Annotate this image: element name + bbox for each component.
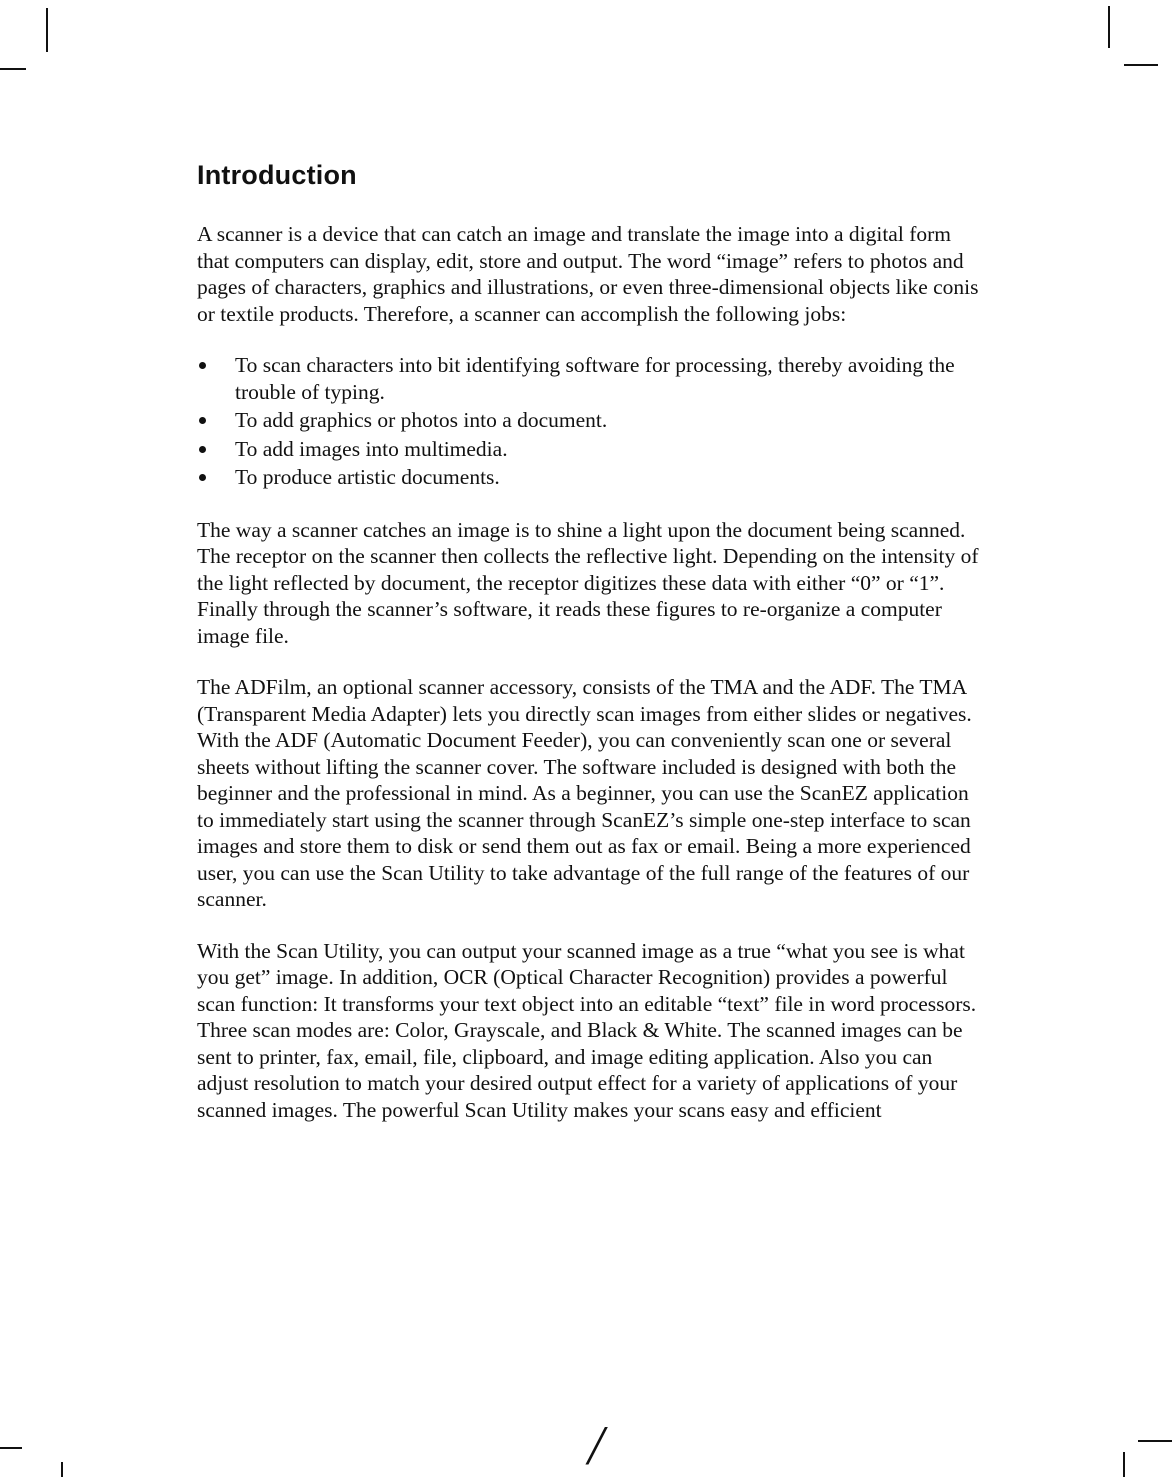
intro-paragraph: A scanner is a device that can catch an image and translate the image into a digital form that computers can display, edit, store and output. The word “image” refers to photos and pages of characters, graphics and illustrations, or even three-dimensional objects like conis or textile products. Therefore, a scanner can accomplish the following jobs:: [197, 222, 979, 326]
list-item: [197, 352, 987, 405]
list-item: [197, 464, 987, 491]
list-item: [197, 436, 987, 463]
bullet-icon: [199, 417, 206, 424]
section-heading: Introduction: [197, 160, 357, 190]
bullet-icon: [199, 362, 206, 369]
how-it-works-paragraph: The way a scanner catches an image is to shine a light upon the document being scanned. The receptor on the scanner then collects the reflective light. Depending on the intensity of the light reflected by document, the receptor digitizes these data with either “0” or “1”. Finally through the scanner’s software, it reads these figures to re-organize a computer image file.: [197, 517, 979, 648]
crop-mark-top-left-horizontal: [0, 68, 26, 70]
list-item-text: To scan characters into bit identifying software for processing, thereby avoiding the trouble of typing.: [235, 353, 955, 404]
crop-mark-bottom-left-horizontal: [0, 1447, 22, 1449]
crop-mark-bottom-left-vertical: [61, 1462, 63, 1477]
crop-mark-bottom-right-vertical: [1123, 1452, 1125, 1477]
crop-mark-top-right-horizontal: [1124, 64, 1158, 66]
list-item-text: To add images into multimedia.: [235, 436, 508, 461]
adfilm-paragraph: The ADFilm, an optional scanner accessory, consists of the TMA and the ADF. The TMA (Transparent Media Adapter) lets you directly scan images from either slides or negatives. With the ADF (Automatic Document Feeder), you can conveniently scan one or several sheets without lifting the scanner cover. The software included is designed with both the beginner and the professional in mind. As a beginner, you can use the ScanEZ application to immediately start using the scanner through ScanEZ’s simple one-step interface to scan images and store them to disk or send them out as fax or email. Being a more experienced user, you can use the Scan Utility to take advantage of the full range of the features of our scanner.: [197, 675, 972, 911]
crop-mark-bottom-right-horizontal: [1138, 1440, 1172, 1442]
crop-mark-top-left-vertical: [46, 8, 48, 52]
list-item-text: To produce artistic documents.: [235, 465, 500, 489]
scan-utility-paragraph: With the Scan Utility, you can output your scanned image as a true “what you see is what you get” image. In addition, OCR (Optical Character Recognition) provides a powerful scan function: It transforms your text object into an editable “text” file in word processors. Three scan modes are: Color, Grayscale, and Black & White. The scanned images can be sent to printer, fax, email, file, clipboard, and image editing application. Also you can adjust resolution to match your desired output effect for a variety of applications of your scanned images. The powerful Scan Utility makes your scans easy and efficient: [197, 938, 977, 1122]
bullet-icon: [199, 474, 206, 481]
bullet-icon: [199, 446, 206, 453]
jobs-list: [197, 352, 987, 491]
page-number: /: [588, 1415, 604, 1477]
document-page: [197, 160, 987, 1148]
list-item-text: To add graphics or photos into a document.: [235, 408, 608, 432]
list-item: [197, 407, 987, 434]
crop-mark-top-right-vertical: [1108, 6, 1110, 48]
